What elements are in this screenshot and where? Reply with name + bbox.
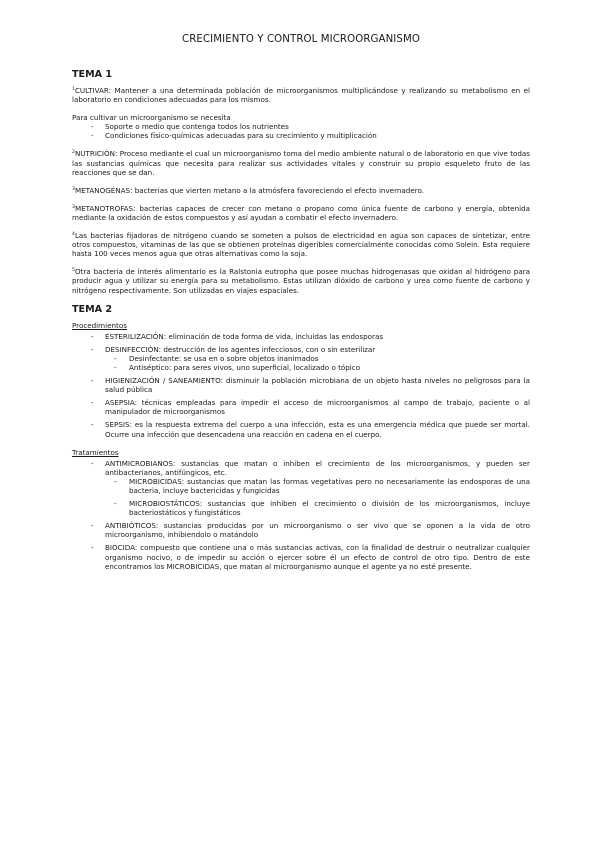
document-page bbox=[72, 34, 530, 571]
list-item-antimicrobianos bbox=[72, 459, 530, 518]
section-heading-tema-1: TEMA 1 bbox=[72, 69, 113, 80]
page-title: CRECIMIENTO Y CONTROL MICROORGANISMO bbox=[182, 34, 420, 45]
desinfeccion-sublist bbox=[105, 354, 530, 372]
paragraph-text: NUTRICIÓN: Proceso mediante el cual un microorganismo toma del medio ambiente natural o de laboratorio en que vive todas las sustancias químicas que necesita para realizar sus actividades vitales y construir su propio esqueleto fruto de las reacciones que se dan. bbox=[72, 149, 530, 177]
paragraph-text: METANOTROFAS: bacterias capaces de crecer con metano o propano como única fuente de carbono y energía, obtenida mediante la oxidación de estos compuestos y así ayudan a combatir el efecto invernadero. bbox=[72, 203, 530, 222]
procedimientos-list bbox=[72, 332, 530, 439]
list-item-desinfeccion bbox=[72, 345, 530, 372]
paragraph-text: Otra bacteria de interés alimentario es la Ralstonia eutropha que posee muchas hidrogenasas que oxidan al hidrógeno para producir agua y utilizar su energía para su metabolismo. Estas utilizan dióxido de carbono y urea como fuente de carbono y nitrógeno respectivamente. Son utilizadas en viajes espaciales. bbox=[72, 267, 530, 295]
sub-list-item: - Antiséptico: para seres vivos, uno superficial, localizado o tópico bbox=[105, 363, 530, 372]
list-item-asepsia: - ASEPSIA: técnicas empleadas para impedir el acceso de microorganismos al campo de trabajo, paciente o al manipulador de microorganismos bbox=[72, 398, 530, 416]
paragraph-text: CULTIVAR: Mantener a una determinada población de microorganismos multiplicándose y realizando su metabolismo en el laboratorio en condiciones adecuadas para los mismos. bbox=[72, 86, 530, 105]
paragraph-metanotrofas bbox=[72, 204, 530, 222]
subheading-procedimientos: Procedimientos bbox=[72, 320, 127, 330]
paragraph-nutricion bbox=[72, 149, 530, 176]
paragraph-ralstonia bbox=[72, 267, 530, 294]
footnote-number: 3 bbox=[72, 204, 75, 210]
list-item-antibioticos: - ANTIBIÓTICOS: sustancias producidas por un microorganismo o ser vivo que se oponen a la vida de otro microorganismo, inhibiendolo o matándolo bbox=[72, 521, 530, 539]
footnote-number: 5 bbox=[72, 268, 75, 274]
sub-list-item-microbiostaticos: - MICROBIOSTÁTICOS: sustancias que inhiben el crecimiento o división de los microorganismos, incluye bacteriostáticos y fungistáticos bbox=[105, 499, 530, 517]
subheading-tratamientos: Tratamientos bbox=[72, 447, 119, 457]
footnote-number: 3 bbox=[72, 186, 75, 192]
antimicrobianos-sublist bbox=[105, 477, 530, 517]
sub-list-item-microbicidas: - MICROBICIDAS: sustancias que matan las formas vegetativas pero no necesariamente las endosporas de una bacteria, incluye bactericidas y fungicidas bbox=[105, 477, 530, 495]
paragraph-cultivar-intro: Para cultivar un microorganismo se necesita bbox=[72, 113, 231, 123]
tratamientos-list bbox=[72, 459, 530, 571]
list-item: - Soporte o medio que contenga todos los nutrientes bbox=[72, 122, 530, 131]
footnote-number: 4 bbox=[72, 232, 75, 238]
item-text: DESINFECCIÓN: destrucción de los agentes infecciosos, con o sin esterilizar bbox=[105, 344, 376, 354]
list-item-esterilizacion: - ESTERILIZACIÓN: eliminación de toda forma de vida, incluidas las endosporas bbox=[72, 332, 530, 341]
section-heading-tema-2: TEMA 2 bbox=[72, 303, 113, 315]
cultivar-requirements-list bbox=[72, 122, 530, 140]
paragraph-fijadoras-nitrogeno bbox=[72, 231, 530, 258]
footnote-number: 1 bbox=[72, 87, 75, 92]
item-text: ANTIMICROBIANOS: sustancias que matan o inhiben el crecimiento de los microorganismos, y pueden ser antibacterianos, antifúngicos, etc. bbox=[105, 458, 530, 477]
paragraph-text: METANOGÉNAS: bacterias que vierten metano a la atmósfera favoreciendo el efecto invernadero. bbox=[74, 185, 425, 195]
paragraph-cultivar bbox=[72, 86, 530, 104]
sub-list-item: - Desinfectante: se usa en o sobre objetos inanimados bbox=[105, 354, 530, 363]
list-item-sepsis: - SEPSIS: es la respuesta extrema del cuerpo a una infección, esta es una emergencia médica que puede ser mortal. Ocurre una infección que desencadena una reacción en cadena en el cuerpo. bbox=[72, 420, 530, 438]
paragraph-text: Las bacterias fijadoras de nitrógeno cuando se someten a pulsos de electricidad en agua son capaces de sintetizar, entre otros compuestos, vitaminas de las que se obtienen proteínas digeribles comercialmente conocidas como Solein. Esta requiere hasta 100 veces menos agua que otras alternativas como la soja. bbox=[72, 231, 530, 259]
footnote-number: 2 bbox=[72, 150, 75, 156]
list-item: - Condiciones físico-químicas adecuadas para su crecimiento y multiplicación bbox=[72, 131, 530, 140]
list-item-higienizacion: - HIGIENIZACIÓN / SANEAMIENTO: disminuir la población microbiana de un objeto hasta niveles no peligrosos para la salud pública bbox=[72, 376, 530, 394]
paragraph-metanogenas bbox=[72, 186, 530, 195]
list-item-biocida: - BIOCIDA: compuesto que contiene una o más sustancias activas, con la finalidad de destruir o neutralizar cualquier organismo nocivo, o de impedir su acción o ejercer sobre él un efecto de control de otro tipo. Dentro de este encontramos los MICROBICIDAS, que matan al microorganismo aunque el agente ya no esté presente. bbox=[72, 543, 530, 570]
